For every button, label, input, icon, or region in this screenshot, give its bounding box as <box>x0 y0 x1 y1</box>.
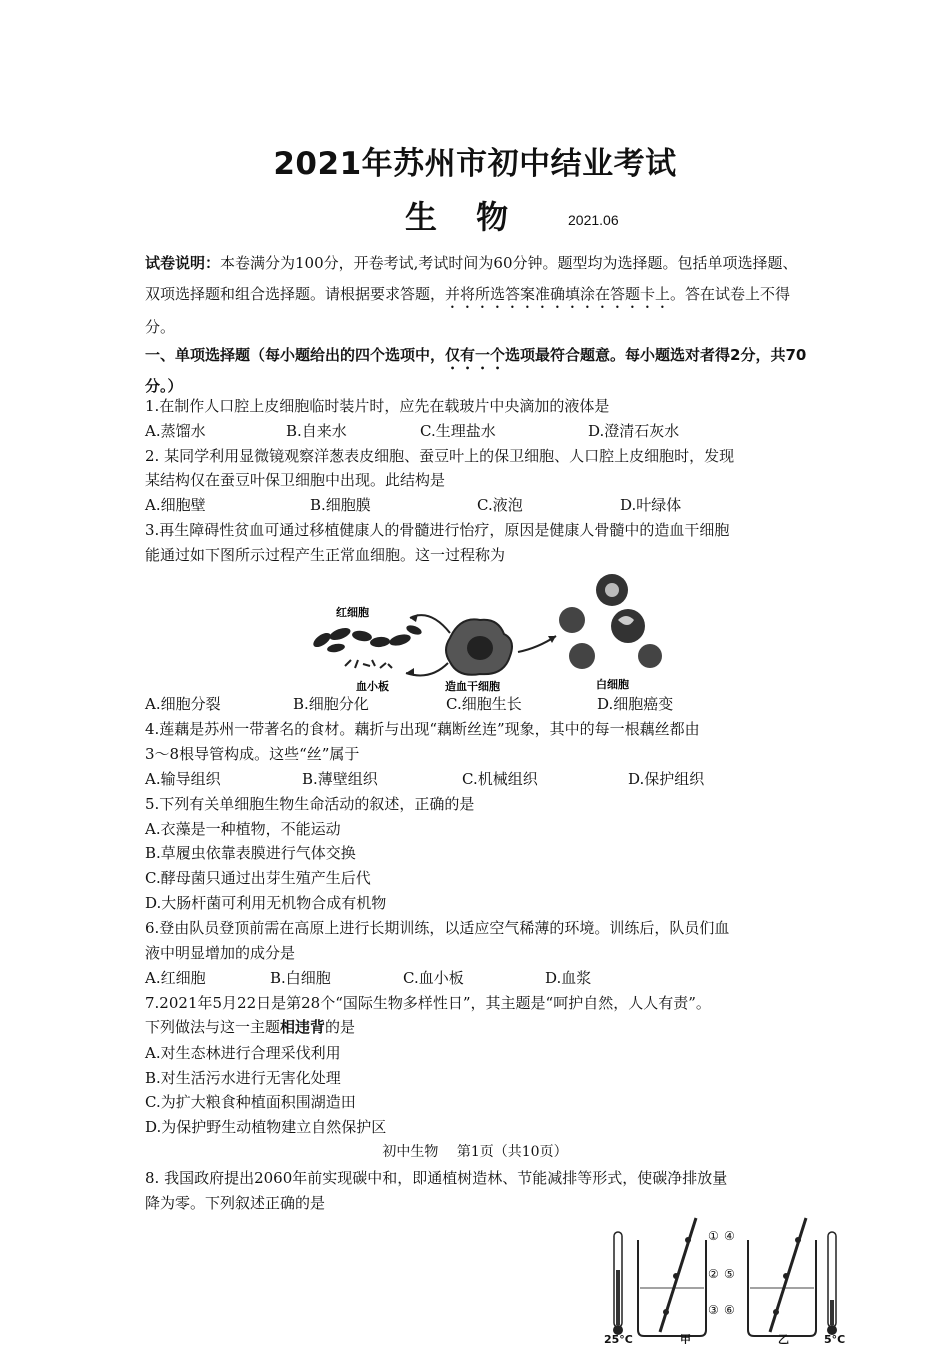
question-7-option-a: A.对生态林进行合理采伐利用 <box>145 1044 341 1062</box>
arrow-head-red <box>410 614 418 622</box>
question-2-option-a: A.细胞壁 <box>145 496 206 514</box>
instructions-label: 试卷说明： <box>145 254 221 272</box>
question-8-stem-2: 降为零。下列叙述正确的是 <box>145 1194 326 1212</box>
label-beaker-jia: 甲 <box>680 1333 691 1344</box>
white-blood-cells <box>559 574 662 669</box>
label-stem-cell: 造血干细胞 <box>445 680 500 693</box>
question-5-option-b: B.草履虫依靠表膜进行气体交换 <box>145 844 356 862</box>
question-3-stem-2: 能通过如下图所示过程产生正常血细胞。这一过程称为 <box>145 546 506 564</box>
heading-emphasis: 仅有一个 <box>445 346 506 364</box>
question-5-option-c: C.酵母菌只通过出芽生殖产生后代 <box>145 869 371 887</box>
red-blood-cells <box>311 624 423 654</box>
question-2-option-d: D.叶绿体 <box>620 496 682 514</box>
page-footer: 初中生物 第1页（共10页） <box>382 1144 568 1160</box>
question-4-stem-1: 4.莲藕是苏州一带著名的食材。藕折与出现“藕断丝连”现象，其中的每一根藕丝都由 <box>145 720 700 738</box>
question-4-option-b: B.薄壁组织 <box>302 770 378 788</box>
marker-3: ③ <box>708 1303 719 1317</box>
exam-title: 2021年苏州市初中结业考试 <box>273 146 677 182</box>
question-7-stem-1: 7.2021年5月22日是第28个“国际生物多样性日”，其主题是“呵护自然，人人有责”。 <box>145 994 711 1012</box>
question-4-stem-2: 3～8根导管构成。这些“丝”属于 <box>145 745 360 763</box>
label-temp-left: 25°C <box>604 1333 633 1344</box>
question-1-stem: 1.在制作人口腔上皮细胞临时装片时，应先在载玻片中央滴加的液体是 <box>145 397 610 415</box>
question-5-option-d: D.大肠杆菌可利用无机物合成有机物 <box>145 894 387 912</box>
label-beaker-yi: 乙 <box>778 1333 789 1344</box>
marker-4: ④ <box>724 1229 735 1243</box>
question-7-stem-2: 下列做法与这一主题相违背的是 <box>145 1018 356 1036</box>
question-3-option-d: D.细胞癌变 <box>597 695 674 713</box>
instructions <box>145 248 810 343</box>
question-7-keyword: 相违背 <box>280 1018 326 1036</box>
instructions-text-b: 。答在试卷上不得分。 <box>145 285 791 336</box>
question-7-option-c: C.为扩大粮食种植面积围湖造田 <box>145 1093 356 1111</box>
question-4-option-c: C.机械组织 <box>462 770 538 788</box>
section-heading: 一、单项选择题（每小题给出的四个选项中，仅有一个选项最符合题意。每小题选对者得2分，共70分。） <box>145 346 807 395</box>
question-6-stem-2: 液中明显增加的成分是 <box>145 944 296 962</box>
marker-2: ② <box>708 1267 719 1281</box>
instructions-text-a: 本卷满分为100分，开卷考试,考试时间为60分钟。题型均为选择题。包括单项选择题、双项选择题和组合选择题。请根据要求答题， <box>145 254 798 303</box>
beaker-experiment-diagram <box>600 1210 850 1344</box>
question-1-option-d: D.澄清石灰水 <box>588 422 680 440</box>
question-4-option-a: A.输导组织 <box>145 770 221 788</box>
question-7-option-d: D.为保护野生动植物建立自然保护区 <box>145 1118 387 1136</box>
marker-5: ⑤ <box>724 1267 735 1281</box>
stem-cell-nucleus <box>467 636 493 660</box>
label-platelet: 血小板 <box>356 680 389 693</box>
question-6-option-d: D.血浆 <box>545 969 592 987</box>
question-6-option-a: A.红细胞 <box>145 969 206 987</box>
question-7-option-b: B.对生活污水进行无害化处理 <box>145 1069 341 1087</box>
question-2-option-c: C.液泡 <box>477 496 523 514</box>
label-red-blood-cell: 红细胞 <box>336 606 369 619</box>
question-3-stem-1: 3.再生障碍性贫血可通过移植健康人的骨髓进行怡疗，原因是健康人骨髓中的造血干细胞 <box>145 521 730 539</box>
question-6-option-c: C.血小板 <box>403 969 464 987</box>
platelets <box>345 660 392 668</box>
instructions-text-emphasis: 并将所选答案准确填涂在答题卡上 <box>445 285 671 303</box>
question-4-option-d: D.保护组织 <box>628 770 705 788</box>
beaker-experiment-svg <box>600 1210 850 1344</box>
question-1-option-c: C.生理盐水 <box>420 422 496 440</box>
question-5-option-a: A.衣藻是一种植物，不能运动 <box>145 820 341 838</box>
question-2-stem-2: 某结构仅在蚕豆叶保卫细胞中出现。此结构是 <box>145 471 446 489</box>
question-8-stem-1: 8. 我国政府提出2060年前实现碳中和，即通植树造林、节能减排等形式，使碳净排放量 <box>145 1169 728 1187</box>
exam-date: 2021.06 <box>568 212 619 228</box>
question-3-option-c: C.细胞生长 <box>446 695 522 713</box>
question-2-option-b: B.细胞膜 <box>310 496 371 514</box>
label-white-blood-cell: 白细胞 <box>596 678 629 691</box>
question-6-option-b: B.白细胞 <box>270 969 331 987</box>
question-3-option-a: A.细胞分裂 <box>145 695 221 713</box>
subject-title: 生 物 <box>405 198 523 236</box>
question-3-option-b: B.细胞分化 <box>293 695 369 713</box>
stem-cell-diagram-svg <box>300 568 680 694</box>
marker-1: ① <box>708 1229 719 1243</box>
stem-cell-diagram <box>300 568 680 694</box>
question-2-stem-1: 2. 某同学利用显微镜观察洋葱表皮细胞、蚕豆叶上的保卫细胞、人口腔上皮细胞时，发现 <box>145 447 735 465</box>
question-1-option-a: A.蒸馏水 <box>145 422 206 440</box>
question-5-stem: 5.下列有关单细胞生物生命活动的叙述，正确的是 <box>145 795 475 813</box>
label-temp-right: 5°C <box>824 1333 846 1344</box>
question-6-stem-1: 6.登由队员登顶前需在高原上进行长期训练，以适应空气稀薄的环境。训练后，队员们血 <box>145 919 730 937</box>
question-1-option-b: B.自来水 <box>286 422 347 440</box>
marker-6: ⑥ <box>724 1303 735 1317</box>
